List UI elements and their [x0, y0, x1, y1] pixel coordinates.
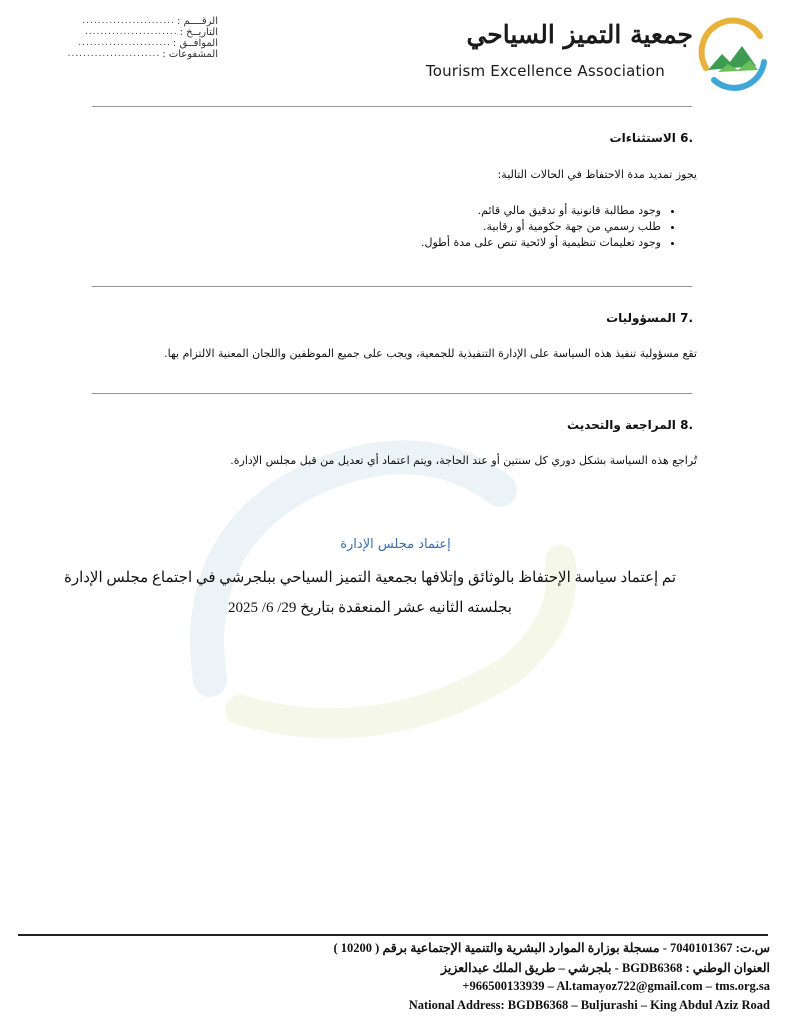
header-field-corresponding: الموافــق : ........................	[78, 38, 218, 49]
section-7-text: تقع مسؤولية تنفيذ هذه السياسة على الإدارة التنفيذية للجمعية، ويجب على جميع الموظفين واللجان المعنية الالتزام بها.	[164, 347, 697, 360]
header-fields	[48, 16, 218, 60]
approval-text-line-2: بجلسته الثانيه عشر المنعقدة بتاريخ 29/ 6/ 2025	[228, 600, 512, 616]
approval-text-line-1: تم إعتماد سياسة الإحتفاظ بالوثائق وإتلافها بجمعية التميز السياحي ببلجرشي في اجتماع مجلس الإدارة	[63, 570, 677, 586]
org-name-arabic: جمعية التميز السياحي	[466, 20, 693, 49]
section-6-list	[161, 203, 679, 251]
footer-address-en: National Address: BGDB6368 – Buljurashi – King Abdul Aziz Road	[408, 998, 770, 1012]
section-8-text: تُراجع هذه السياسة بشكل دوري كل سنتين أو عند الحاجة، ويتم اعتماد أي تعديل من قبل مجلس الإدارة.	[230, 454, 697, 467]
header-field-attachments: المشفوعات : ........................	[67, 49, 218, 60]
approval-title: إعتماد مجلس الإدارة	[340, 537, 451, 552]
section-divider	[92, 393, 692, 394]
org-name-english: Tourism Excellence Association	[425, 62, 665, 80]
list-item: • وجود مطالبة قانونية أو تدقيق مالي قائم.	[161, 203, 661, 219]
header-divider	[92, 106, 692, 107]
header-field-number: الرقــــم : ........................	[82, 16, 218, 27]
section-6-intro: يجوز تمديد مدة الاحتفاظ في الحالات التالية:	[497, 168, 697, 181]
section-divider	[92, 286, 692, 287]
header-field-date: التاريــخ : ........................	[84, 27, 218, 38]
footer-registration: س.ت: 7040101367 - مسجلة بوزارة الموارد البشرية والتنمية الإجتماعية برقم ( 10200 )	[333, 941, 770, 955]
association-logo	[694, 14, 772, 92]
footer-address-ar: العنوان الوطني : BGDB6368 - بلجرشي – طريق الملك عبدالعزيز	[440, 961, 770, 975]
list-item: • وجود تعليمات تنظيمية أو لائحية تنص على مدة أطول.	[161, 235, 661, 251]
section-7-title: .7 المسؤوليات	[606, 311, 693, 325]
list-item: • طلب رسمي من جهة حكومية أو رقابية.	[161, 219, 661, 235]
footer-contact: +966500133939 – Al.tamayoz722@gmail.com – tms.org.sa	[462, 979, 770, 993]
section-8-title: .8 المراجعة والتحديث	[567, 418, 693, 432]
section-6-title: .6 الاستثناءات	[609, 131, 693, 145]
footer-divider	[18, 934, 768, 936]
